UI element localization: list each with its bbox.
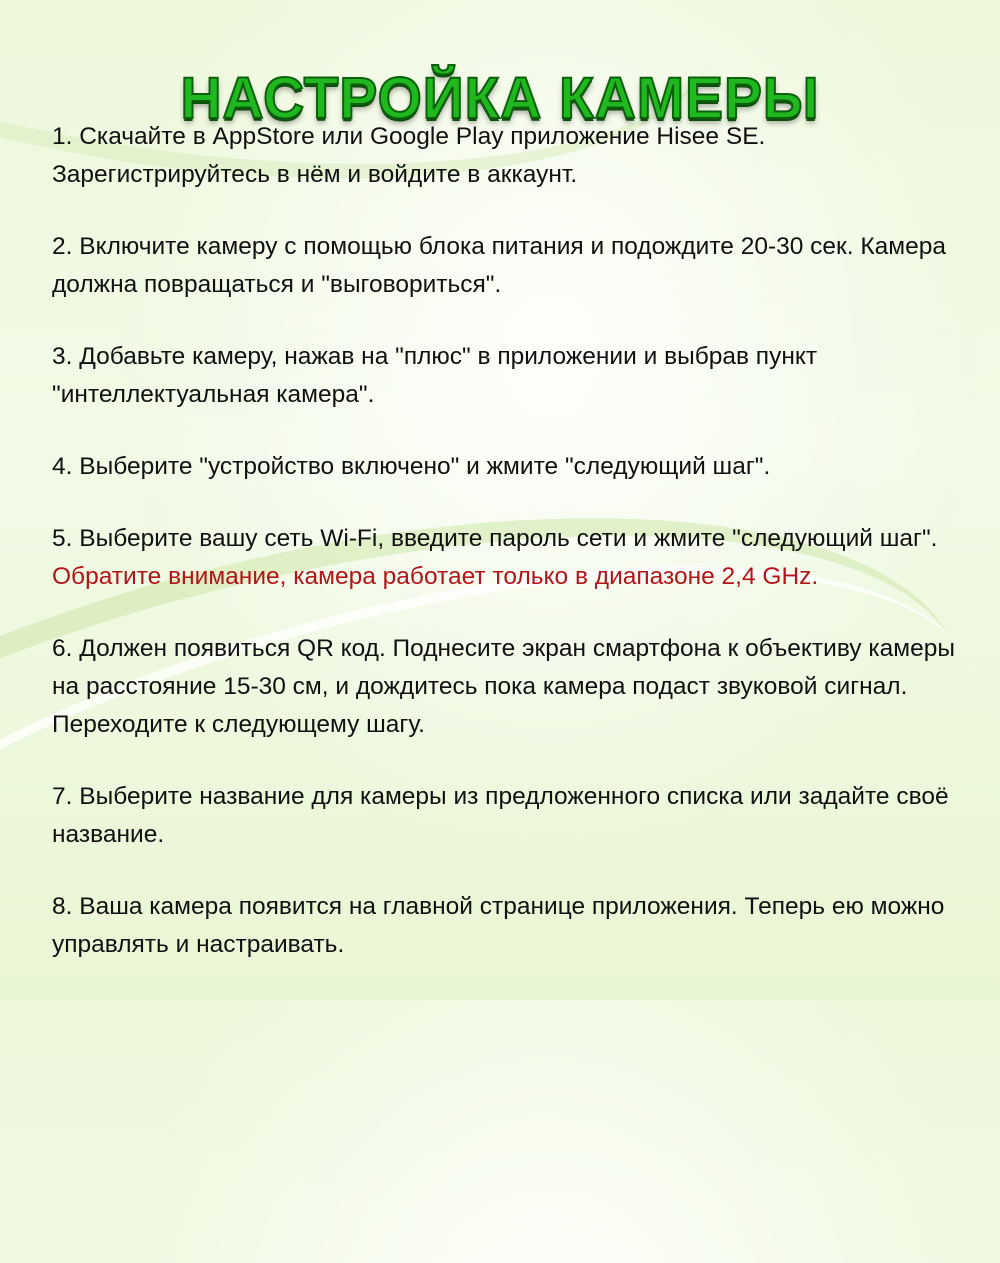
step-text: 3. Добавьте камеру, нажав на "плюс" в приложении и выбрав пункт "интеллектуальная камера". [52,343,818,408]
page-title: НАСТРОЙКА КАМЕРЫ [180,65,820,131]
step-4 [52,448,982,486]
frequency-warning: Обратите внимание, камера работает только в диапазоне 2,4 GHz. [52,563,819,590]
step-text: 4. Выберите "устройство включено" и жмите "следующий шаг". [52,453,771,480]
step-text: 8. Ваша камера появится на главной странице приложения. Теперь ею можно управлять и настраивать. [52,893,945,958]
step-2 [52,228,982,304]
step-text: 2. Включите камеру с помощью блока питания и подождите 20-30 сек. Камера должна повращаться и "выговориться". [52,233,946,298]
step-3 [52,338,982,414]
step-text: 7. Выберите название для камеры из предложенного списка или задайте своё название. [52,783,949,848]
step-text: 5. Выберите вашу сеть Wi-Fi, введите пароль сети и жмите "следующий шаг". [52,525,938,552]
step-6 [52,630,982,744]
steps-list [52,118,982,998]
step-text: 6. Должен появиться QR код. Поднесите экран смартфона к объективу камеры на расстояние 15-30 см, и дождитесь пока камера подаст звуковой сигнал. Переходите к следующему шагу. [52,635,955,738]
step-7 [52,778,982,854]
step-8 [52,888,982,964]
step-1 [52,118,982,194]
step-5 [52,520,982,596]
step-text: 1. Скачайте в AppStore или Google Play приложение Hisee SE. Зарегистрируйтесь в нём и войдите в аккаунт. [52,123,766,188]
